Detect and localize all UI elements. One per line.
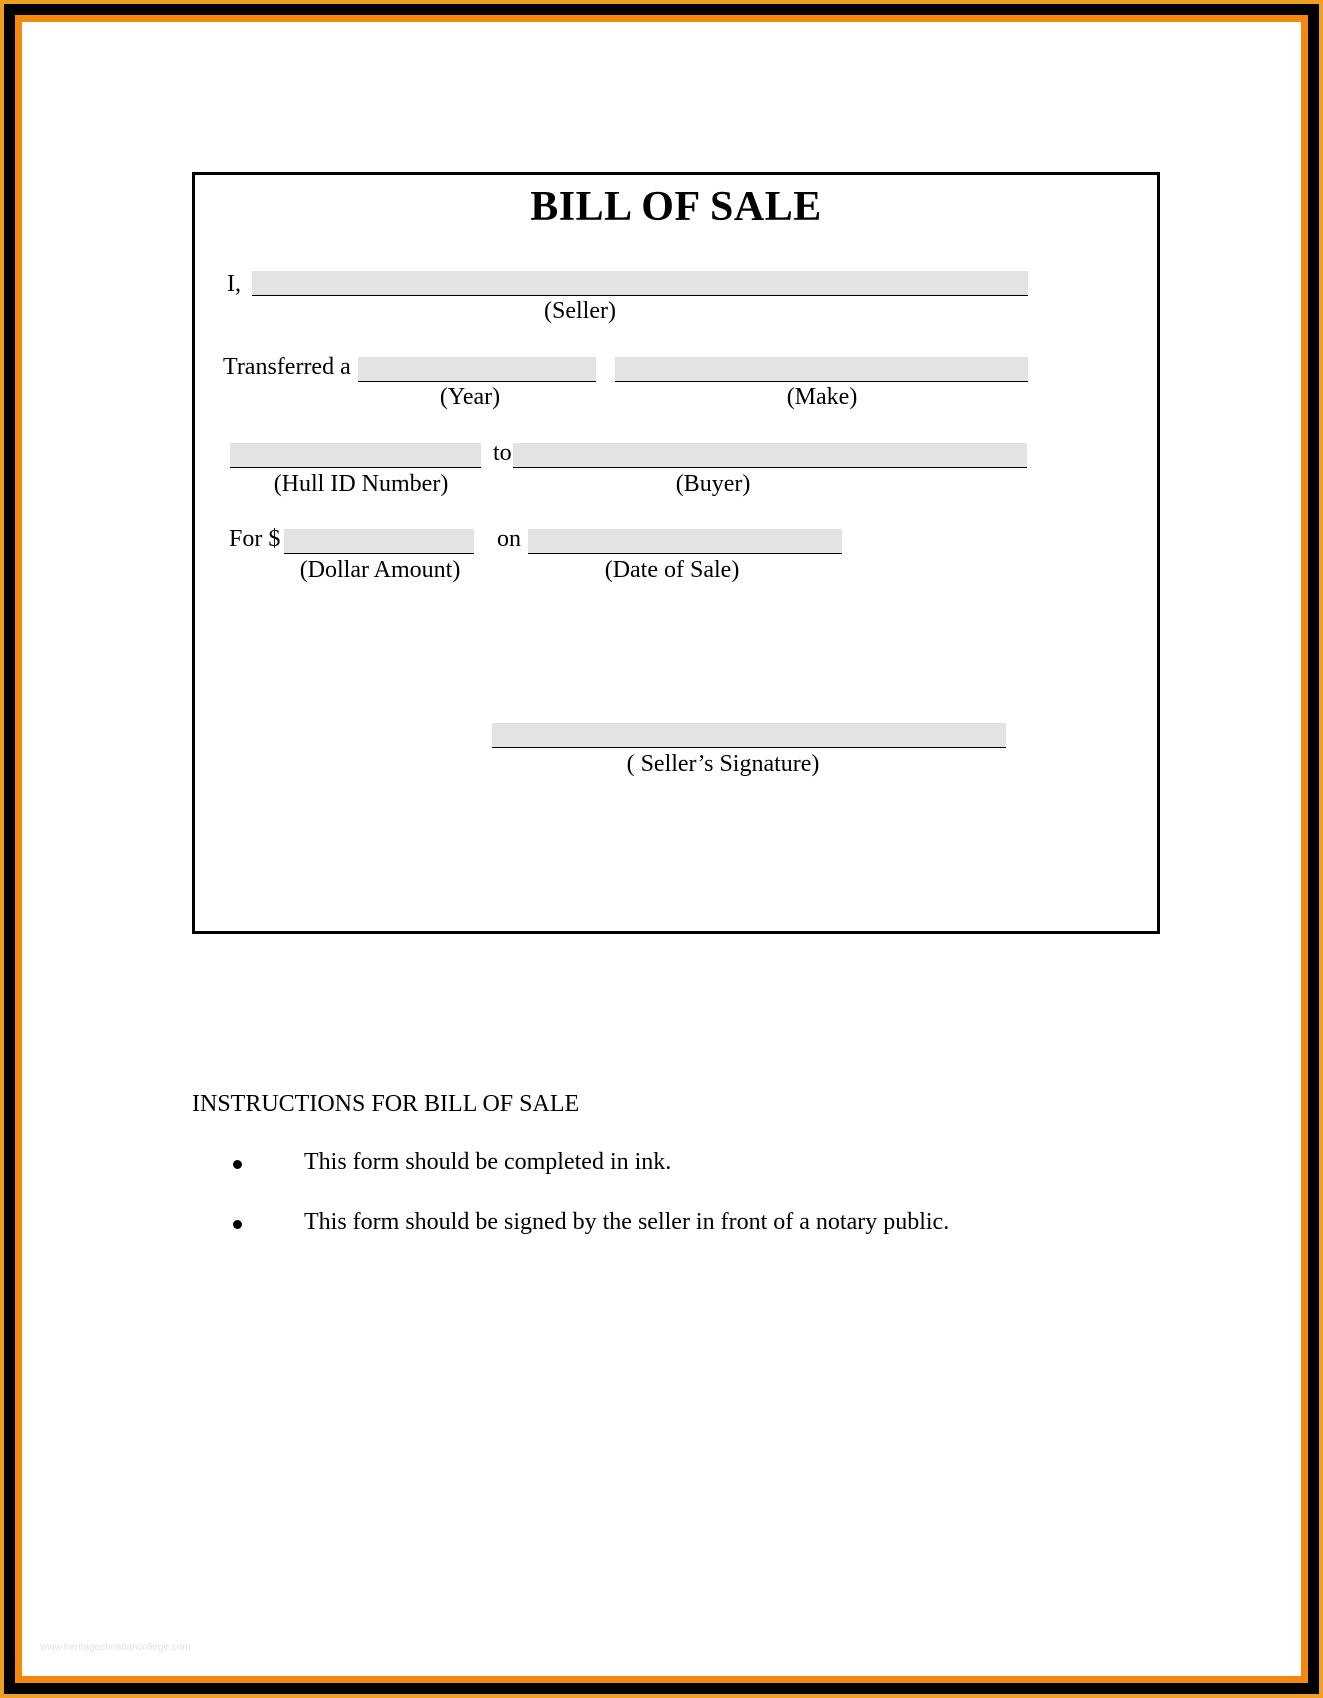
seller-signature-field[interactable] — [492, 723, 1006, 748]
seller-prefix-label: I, — [227, 271, 241, 297]
to-label: to — [493, 440, 512, 466]
document-page — [22, 22, 1301, 1676]
bullet-icon — [233, 1160, 242, 1169]
hull-id-field[interactable] — [230, 443, 481, 468]
make-field[interactable] — [615, 357, 1028, 382]
bullet-icon — [233, 1220, 242, 1229]
buyer-field[interactable] — [513, 443, 1027, 468]
transferred-label: Transferred a — [223, 354, 351, 380]
year-field[interactable] — [358, 357, 596, 382]
instruction-text: This form should be completed in ink. — [304, 1149, 672, 1175]
date-of-sale-field[interactable] — [528, 529, 842, 554]
for-dollar-label: For $ — [229, 526, 281, 552]
list-item — [22, 1210, 1301, 1240]
form-title: BILL OF SALE — [530, 184, 822, 230]
instructions-title: INSTRUCTIONS FOR BILL OF SALE — [192, 1091, 580, 1117]
instruction-text: This form should be signed by the seller in front of a notary public. — [304, 1209, 950, 1235]
seller-field[interactable] — [252, 271, 1028, 296]
on-label: on — [497, 526, 521, 552]
watermark-text: www.heritagechristiancollege.com — [40, 1642, 191, 1653]
dollar-amount-field[interactable] — [284, 529, 474, 554]
bill-of-sale-box: BILL OF SALE I, (Seller) Transferred a (Year) (Make) to (Hull ID Number) (Buyer) For $ on (Dollar Amount) (Date of Sale) ( Seller’s Signature) — [192, 172, 1160, 934]
list-item — [22, 1150, 1301, 1180]
